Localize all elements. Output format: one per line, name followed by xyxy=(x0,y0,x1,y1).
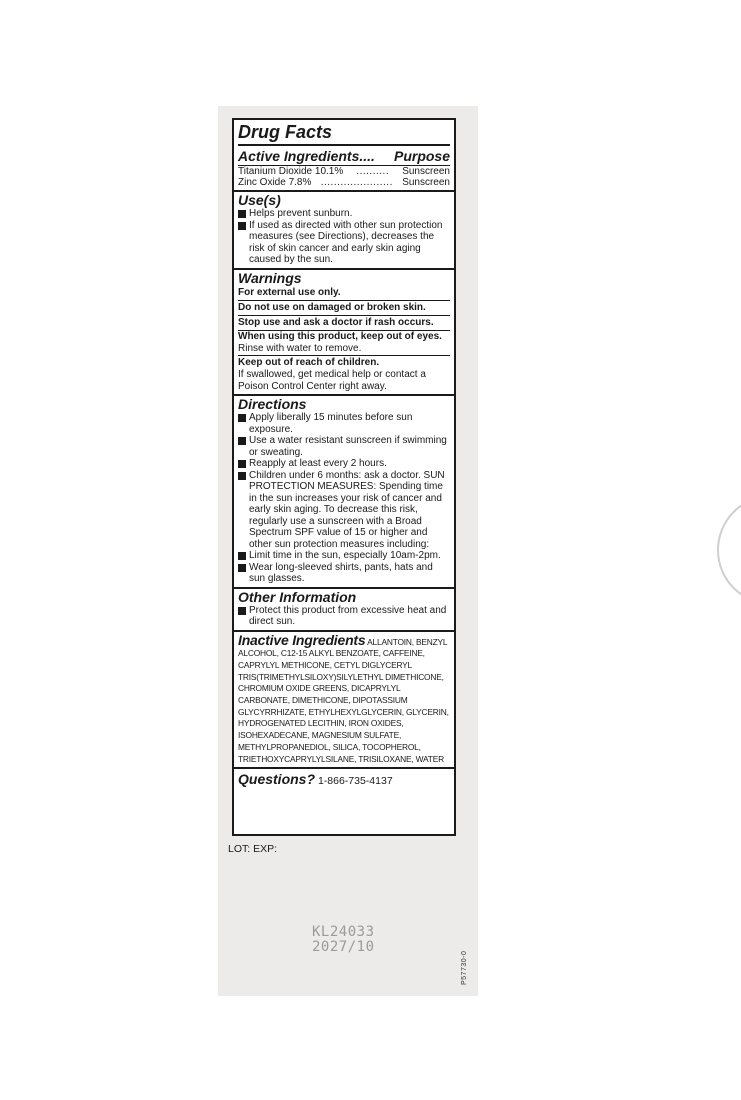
uses-heading: Use(s) xyxy=(238,192,281,208)
drug-facts-panel xyxy=(232,118,456,836)
active-ingredients-heading xyxy=(238,149,450,164)
directions-section xyxy=(234,396,454,589)
ingredient-row xyxy=(238,177,450,188)
direction-item: Children under 6 months: ask a doctor. SUN PROTECTION MEASURES: Spending time in the sun increases your risk of cancer and early skin aging. To decrease this risk, regularly use a sunscreen with a Broad Spectrum SPF value of 15 or higher and other sun protection measures including: xyxy=(238,470,450,551)
use-item: If used as directed with other sun protection measures (see Directions), decreases the risk of skin cancer and early skin aging caused by the sun. xyxy=(238,220,450,266)
ingredient-purpose: Sunscreen xyxy=(402,166,450,177)
edge-circle-button[interactable] xyxy=(717,495,741,605)
warnings-section xyxy=(234,270,454,397)
direction-item: Wear long-sleeved shirts, pants, hats and sun glasses. xyxy=(238,562,450,585)
active-ingredients-label: Active Ingredients xyxy=(238,148,360,164)
side-product-code: P57730-0 xyxy=(461,950,468,985)
warning-eyes: When using this product, keep out of eyes. xyxy=(238,330,442,342)
ingredient-dots: ...................... xyxy=(320,177,393,188)
warning-stop-use: Stop use and ask a doctor if rash occurs. xyxy=(238,316,450,331)
ingredient-name: Zinc Oxide 7.8% xyxy=(238,177,312,188)
warnings-heading: Warnings xyxy=(238,269,302,286)
warning-damaged-skin: Do not use on damaged or broken skin. xyxy=(238,301,450,316)
batch-exp-date: 2027/10 xyxy=(312,939,375,955)
batch-stamp xyxy=(312,925,375,955)
ingredient-purpose: Sunscreen xyxy=(402,177,450,188)
ingredient-name: Titanium Dioxide 10.1% xyxy=(238,166,344,177)
warning-eyes-text: Rinse with water to remove. xyxy=(238,342,362,354)
use-item: Helps prevent sunburn. xyxy=(238,208,450,220)
warning-children: Keep out of reach of children. xyxy=(238,357,380,368)
direction-item: Limit time in the sun, especially 10am-2pm. xyxy=(238,550,450,562)
warning-external: For external use only. xyxy=(238,286,450,301)
other-information-section xyxy=(234,589,454,632)
questions-heading: Questions? xyxy=(238,771,316,788)
uses-section xyxy=(234,192,454,270)
inactive-ingredients-heading: Inactive Ingredients xyxy=(238,631,366,648)
other-information-item: Protect this product from excessive heat and direct sun. xyxy=(238,605,450,628)
drug-facts-title: Drug Facts xyxy=(238,122,450,146)
warning-children-text: If swallowed, get medical help or contact a Poison Control Center right away. xyxy=(238,369,426,392)
inactive-ingredients-section xyxy=(234,632,454,770)
ingredient-row xyxy=(238,166,450,177)
direction-item: Apply liberally 15 minutes before sun exposure. xyxy=(238,412,450,435)
active-ingredients-section xyxy=(234,120,454,192)
lot-exp-label: LOT: EXP: xyxy=(228,843,278,855)
direction-item: Use a water resistant sunscreen if swimming or sweating. xyxy=(238,435,450,458)
inactive-ingredients-list: ALLANTOIN, BENZYL ALCOHOL, C12-15 ALKYL BENZOATE, CAFFEINE, CAPRYLYL METHICONE, CETYL DIGLYCERYL TRIS(TRIMETHYLSILOXY)SILYLETHYL DIMETHICONE, CHROMIUM OXIDE GREENS, DICAPRYLYL CARBONATE, DIMETHICONE, DIPOTASSIUM GLYCYRRHIZATE, ETHYLHEXYLGLYCERIN, GLYCERIN, HYDROGENATED LECITHIN, IRON OXIDES, ISOHEXADECANE, MAGNESIUM SULFATE, METHYLPROPANEDIOL, SILICA, TOCOPHEROL, TRIETHOXYCAPRYLYLSILANE, TRISILOXANE, WATER xyxy=(238,636,449,764)
directions-heading: Directions xyxy=(238,396,307,412)
purpose-label: Purpose xyxy=(393,148,450,164)
direction-item: Reapply at least every 2 hours. xyxy=(238,458,450,470)
ingredient-dots: .......... xyxy=(356,166,390,177)
heading-dots: .... xyxy=(359,148,375,164)
other-information-heading: Other Information xyxy=(238,588,357,605)
questions-section xyxy=(234,769,454,793)
questions-phone: 1-866-735-4137 xyxy=(317,775,393,788)
batch-lot-code: KL24033 xyxy=(312,924,375,940)
